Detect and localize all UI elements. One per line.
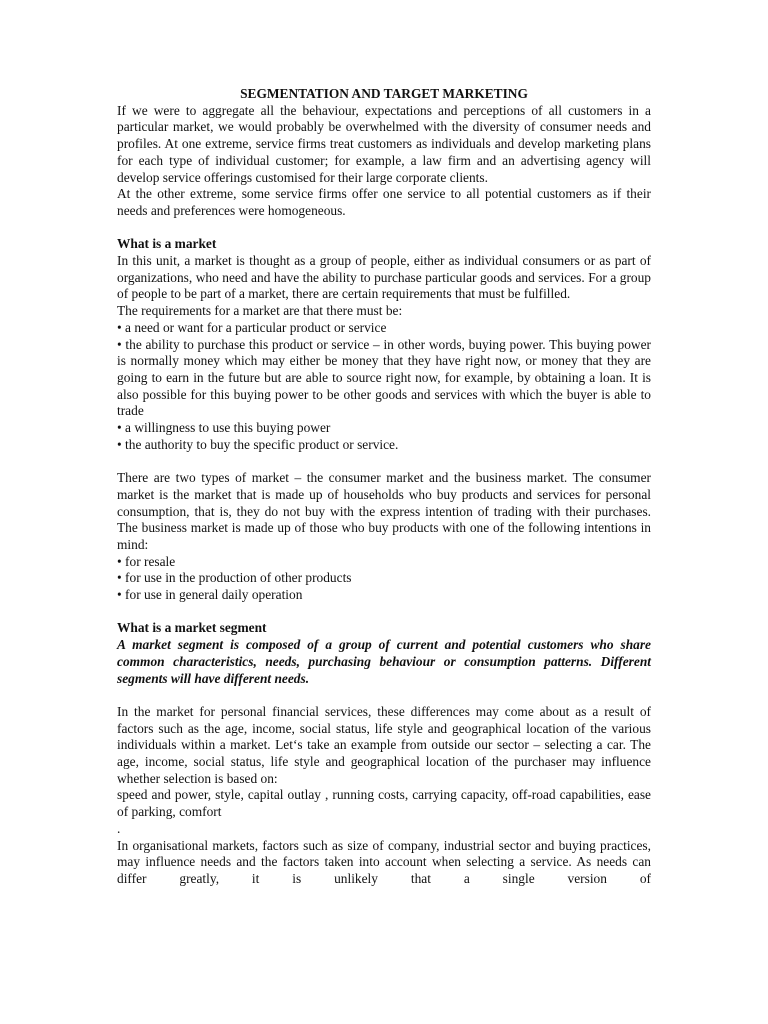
section-heading-market: What is a market (117, 236, 217, 252)
business-bullet-2: • for use in the production of other products (117, 570, 352, 586)
segment-paragraph-3: In organisational markets, factors such as size of company, industrial sector and buying practices, may influence needs and the factors taken into account when selecting a service. As needs can differ greatly, it is unlikely that a single version of (117, 837, 651, 886)
document-page (117, 86, 651, 888)
spacer (117, 453, 651, 470)
segment-paragraph-1: In the market for personal financial services, these differences may come about as a result of factors such as the age, income, social status, life style and geographical location of the various individuals within a market. Let‘s take an example from outside our sector – selecting a car. The age, income, social status, life style and geographical location of the purchaser may influence whether selection is based on: (117, 703, 651, 786)
section-heading-segment: What is a market segment (117, 620, 267, 636)
market-paragraph-1: In this unit, a market is thought as a group of people, either as individual consumers or as part of organizations, who need and have the ability to purchase particular goods and services. For a group of people to be part of a market, there are certain requirements that must be fulfilled. (117, 253, 651, 302)
market-bullet-4: • the authority to buy the specific product or service. (117, 436, 399, 452)
market-paragraph-2: The requirements for a market are that there must be: (117, 303, 403, 319)
business-bullet-3: • for use in general daily operation (117, 587, 303, 603)
segment-dot: . (117, 820, 121, 836)
segment-paragraph-2: speed and power, style, capital outlay , running costs, carrying capacity, off-road capabilities, ease of parking, comfort (117, 787, 651, 820)
business-bullet-1: • for resale (117, 553, 176, 569)
spacer (117, 220, 651, 237)
document-title: SEGMENTATION AND TARGET MARKETING (240, 86, 528, 101)
market-bullet-1: • a need or want for a particular product or service (117, 319, 387, 335)
segment-definition: A market segment is composed of a group of current and potential customers who share common characteristics, needs, purchasing behaviour or consumption patterns. Different segments will have different needs. (117, 637, 651, 686)
market-bullet-3: • a willingness to use this buying power (117, 420, 331, 436)
intro-paragraph-1: If we were to aggregate all the behaviour, expectations and perceptions of all customers in a particular market, we would probably be overwhelmed with the diversity of consumer needs and profiles. At one extreme, service firms treat customers as individuals and develop marketing plans for each type of individual customer; for example, a law firm and an advertising agency will develop service offerings customised for their large corporate clients. (117, 102, 651, 185)
spacer (117, 604, 651, 621)
intro-paragraph-2: At the other extreme, some service firms offer one service to all potential customers as if their needs and preferences were homogeneous. (117, 186, 651, 218)
spacer (117, 687, 651, 704)
market-bullet-2: • the ability to purchase this product or service – in other words, buying power. This buying power is normally money which may either be money that they have right now, or money that they are going to earn in the future but are able to source right now, for example, by obtaining a loan. It is also possible for this buying power to be other goods and services with which the buyer is able to trade (117, 336, 651, 419)
market-paragraph-3: There are two types of market – the consumer market and the business market. The consumer market is the market that is made up of households who buy products and services for personal consumption, that is, they do not buy with the express intention of trading with their purchases. The business market is made up of those who buy products with one of the following intentions in mind: (117, 470, 651, 552)
